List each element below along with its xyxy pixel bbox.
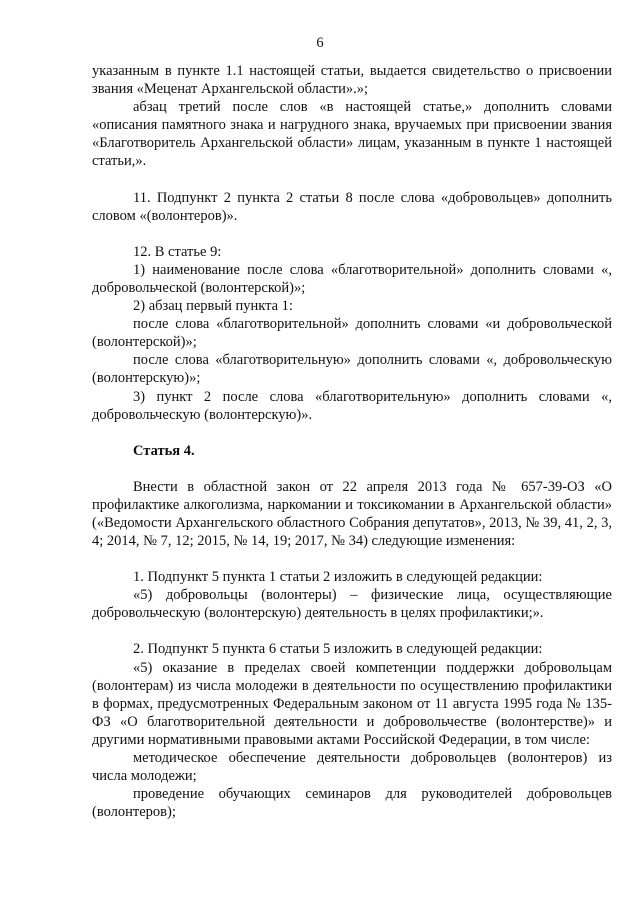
paragraph-p10: Внести в областной закон от 22 апреля 2013 года № 657-39-ОЗ «О профилактике алкоголизма, наркомании и токсикомании в Архангельской области» («Ведомости Архангельского областного Собрания депутатов», 2013, № 39, 41, 2, 3, 4; 2014, № 7, 12; 2015, № 14, 19; 2017, № 34) следующие изменения: <box>92 478 612 550</box>
paragraph-p11: 1. Подпункт 5 пункта 1 статьи 2 изложить в следующей редакции: <box>133 569 543 586</box>
spacer <box>92 424 612 442</box>
paragraph-p4: 12. В статье 9: <box>133 243 222 260</box>
paragraph-p13: 2. Подпункт 5 пункта 6 статьи 5 изложить в следующей редакции: <box>133 641 543 658</box>
paragraph-p5: 1) наименование после слова «благотворительной» дополнить словами «, добровольческой (волонтерской)»; <box>92 261 612 296</box>
spacer <box>92 460 612 478</box>
paragraph-p8: после слова «благотворительную» дополнить словами «, добровольческую (волонтерскую)»; <box>92 352 612 387</box>
paragraph-p15: методическое обеспечение деятельности добровольцев (волонтеров) из числа молодежи; <box>92 750 612 785</box>
paragraph-p6: 2) абзац первый пункта 1: <box>133 298 293 315</box>
spacer <box>92 550 612 568</box>
paragraph-p9: 3) пункт 2 после слова «благотворительную» дополнить словами «, добровольческую (волонтерскую)». <box>92 388 612 423</box>
spacer <box>92 171 612 189</box>
page-number: 6 <box>316 35 324 51</box>
paragraph-p1: указанным в пункте 1.1 настоящей статьи, выдается свидетельство о присвоении звания «Меценат Архангельской области».»; <box>92 63 612 98</box>
document-body <box>92 62 612 821</box>
paragraph-p16: проведение обучающих семинаров для руководителей добровольцев (волонтеров); <box>92 786 612 821</box>
paragraph-p14: «5) оказание в пределах своей компетенции поддержки добровольцам (волонтерам) из числа молодежи в деятельности по осуществлению профилактики в формах, предусмотренных Федеральным законом от 11 августа 1995 года № 135-ФЗ «О благотворительной деятельности и добровольчестве (волонтерстве)» и другими нормативными правовыми актами Российской Федерации, в том числе: <box>92 659 612 748</box>
paragraph-p7: после слова «благотворительной» дополнить словами «и добровольческой (волонтерской)»; <box>92 316 612 351</box>
article-heading: Статья 4. <box>133 442 195 459</box>
paragraph-p2: абзац третий после слов «в настоящей статье,» дополнить словами «описания памятного знака и нагрудного знака, вручаемых при присвоении звания «Благотворитель Архангельской области» лицам, указанным в пункте 1 настоящей статьи,». <box>92 99 612 170</box>
paragraph-p3: 11. Подпункт 2 пункта 2 статьи 8 после слова «добровольцев» дополнить словом «(волонтеров)». <box>92 189 612 224</box>
paragraph-p12: «5) добровольцы (волонтеры) – физические лица, осуществляющие добровольческую (волонтерскую) деятельность в целях профилактики;». <box>92 587 612 622</box>
spacer <box>92 225 612 243</box>
spacer <box>92 622 612 640</box>
